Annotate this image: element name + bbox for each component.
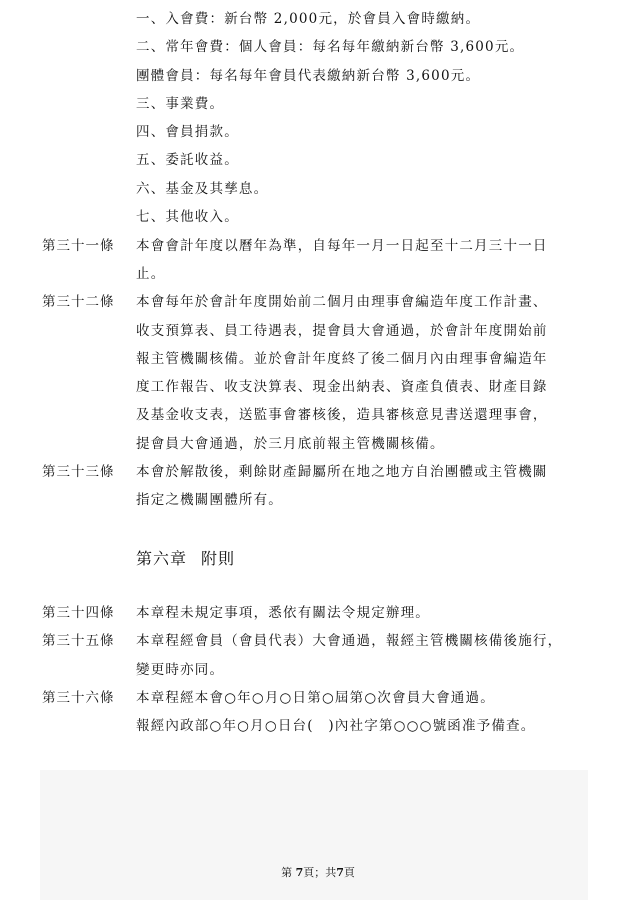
article-text-line: 及基金收支表，送監事會審核後，造具審核意見書送還理事會，: [136, 407, 548, 423]
page-footer: [0, 865, 636, 881]
income-item-other: 七、其他收入。: [136, 209, 239, 225]
article-label: 第三十六條: [42, 690, 115, 706]
article-label: 第三十三條: [42, 464, 115, 480]
article-text-line: 本章程未規定事項，悉依有關法令規定辦理。: [136, 605, 430, 621]
article-text-line: 本會會計年度以曆年為準，自每年一月一日起至十二月三十一日: [136, 238, 548, 254]
article-label: 第三十二條: [42, 294, 115, 310]
article-text-line: 本章程經會員（會員代表）大會通過，報經主管機關核備後施行，: [136, 633, 563, 649]
income-item-entrance-fee: 一、入會費：新台幣 2,000元，於會員入會時繳納。: [136, 11, 481, 27]
income-item-donations: 四、會員捐款。: [136, 124, 239, 140]
article-text-line: 止。: [136, 266, 166, 282]
income-item-annual-fee-individual: 二、常年會費：個人會員：每名每年繳納新台幣 3,600元。: [136, 39, 525, 55]
income-item-fund-interest: 六、基金及其孳息。: [136, 181, 269, 197]
article-text-line: 報經內政部○年○月○日台( )內社字第○○○號函准予備查。: [136, 718, 536, 734]
footer-page-number: 7: [295, 866, 304, 879]
income-item-annual-fee-group: 團體會員：每名每年會員代表繳納新台幣 3,600元。: [136, 68, 481, 84]
article-text-line: 指定之機關團體所有。: [136, 492, 283, 508]
article-text-line: 本會每年於會計年度開始前二個月由理事會編造年度工作計畫、: [136, 294, 548, 310]
footer-middle: 頁；共: [303, 866, 337, 879]
article-text-line: 收支預算表、員工待遇表，提會員大會通過，於會計年度開始前: [136, 323, 548, 339]
article-label: 第三十五條: [42, 633, 115, 649]
article-label: 第三十四條: [42, 605, 115, 621]
article-text-line: 報主管機關核備。並於會計年度終了後二個月內由理事會編造年: [136, 351, 548, 367]
article-text-line: 度工作報告、收支決算表、現金出納表、資產負債表、財產目錄: [136, 379, 548, 395]
chapter-number: 第六章: [136, 549, 188, 568]
article-label: 第三十一條: [42, 238, 115, 254]
chapter-title: 附則: [201, 549, 236, 568]
income-item-business-fee: 三、事業費。: [136, 96, 225, 112]
footer-prefix: 第: [281, 866, 293, 879]
article-text-line: 變更時亦同。: [136, 662, 225, 678]
article-text-line: 提會員大會通過，於三月底前報主管機關核備。: [136, 436, 445, 452]
article-text-line: 本會於解散後，剩餘財產歸屬所在地之地方自治團體或主管機關: [136, 464, 548, 480]
footer-total-pages: 7: [336, 866, 344, 879]
chapter-heading: [136, 548, 235, 570]
income-item-commission: 五、委託收益。: [136, 152, 239, 168]
footer-suffix: 頁: [343, 866, 355, 879]
article-text-line: 本章程經本會○年○月○日第○屆第○次會員大會通過。: [136, 690, 495, 706]
